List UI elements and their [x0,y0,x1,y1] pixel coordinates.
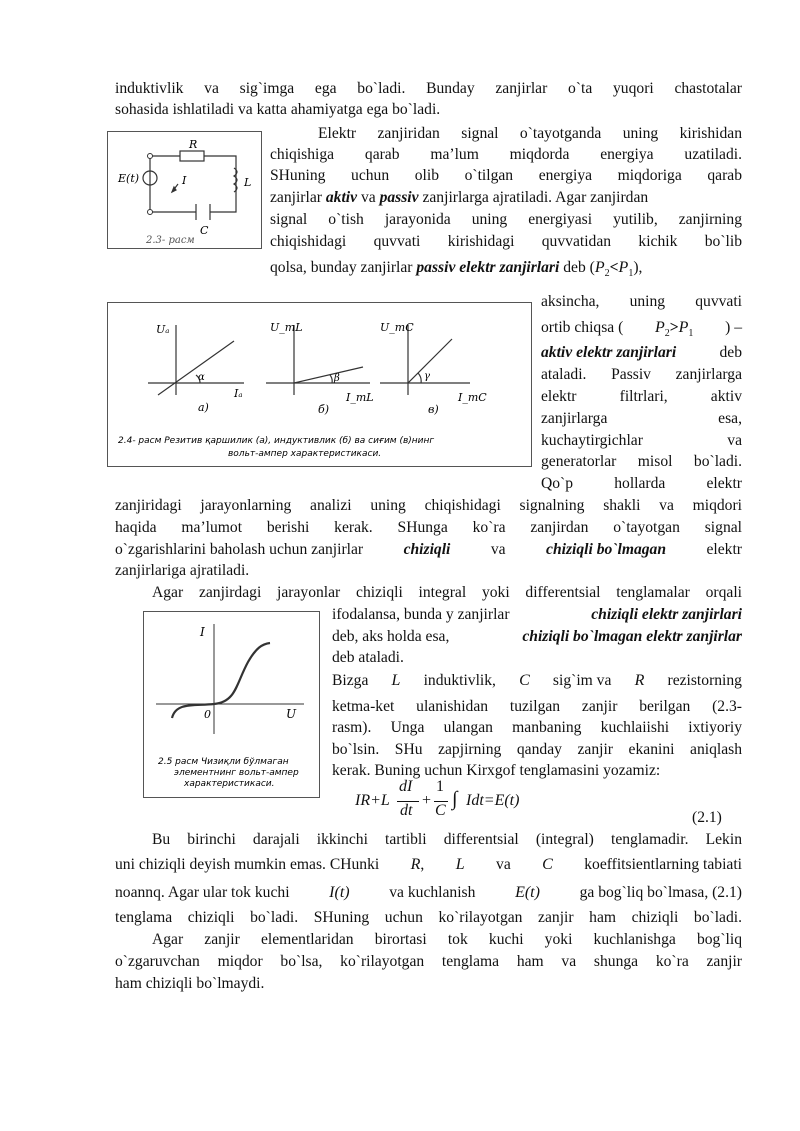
symbol-c: C [519,672,530,689]
symbol-gt: > [669,319,679,336]
symbol-p: P [594,259,605,276]
panel-tag: б) [318,403,330,416]
eq-plus: + [422,792,432,809]
figure-caption: вольт-ампер характеристикаси. [228,449,382,459]
text-line: ketma-ket ulanishidan tuzilgan zanjir berilgan (2.3- [332,698,742,715]
term-linear: chiziqli [403,541,451,558]
eq-term: Idt=E(t) [466,792,520,809]
text-span: sig`im va [552,672,612,689]
text-line [115,855,742,874]
symbol-r: R [410,856,421,873]
text-span: qolsa, bunday zanjirlar [270,259,413,276]
figure-2-4-vi-characteristics [107,302,532,467]
text-span: Bizga [332,672,369,689]
term-nonlinear: chiziqli bo`lmagan [546,541,667,558]
figure-caption: характеристикаси. [184,779,275,789]
vi-chart [108,303,531,466]
eq-term: IR+L [355,792,390,809]
text-span: deb [719,344,742,361]
text-line: haqida ma’lumot berishi kerak. SHunga ko`ra zanjirdan o`tayotgan signal [115,519,742,536]
text-span: rezistorning [667,672,742,689]
text-line [332,605,742,624]
text-line: induktivlik va sig`imga ega bo`ladi. Bunday zanjirlar o`ta yuqori chastotalar [115,80,742,97]
figure-caption: 2.3- расм [146,235,195,246]
x-axis-label: U [286,707,297,721]
symbol-p: P [678,319,689,336]
subscript: 1 [688,328,694,340]
symbol-current: I(t) [329,884,350,901]
text-line: Qo`p hollarda elektr [541,475,742,492]
text-line: elektr filtrlari, aktiv [541,388,742,405]
panel-tag: а) [198,401,209,414]
x-axis-label: I_mL [346,391,374,404]
text-span: va [490,541,506,558]
text-line [332,627,742,646]
text-span: ortib chiqsa ( [541,319,624,336]
term-active-circuits: aktiv elektr zanjirlari [541,344,677,361]
text-line: chiqishidagi quvvati kirishidagi quvvatidan kichik bo`lib [270,233,742,250]
text-line [115,883,742,902]
text-line [270,188,648,207]
label-e: E(t) [118,172,140,185]
eq-numerator: 1 [436,778,444,795]
symbol-r: R [634,672,645,689]
text-line: zanjirlarga esa, [541,410,742,427]
term-nonlinear-circuits: chiziqli bo`lmagan elektr zanjirlar [522,628,742,645]
symbol-p: P [618,259,629,276]
text-line: ham chiziqli bo`lmaydi. [115,975,265,992]
text-span: o`zgarishlarini baholash uchun zanjirlar [115,541,364,558]
term-linear-circuits: chiziqli elektr zanjirlari [591,606,742,623]
symbol-l: L [455,856,465,873]
y-axis-label: I [200,625,205,639]
text-line: kerak. Buning uchun Kirxgof tenglamasini yozamiz: [332,762,661,779]
text-line: tenglama chiziqli bo`ladi. SHuning uchun ko`rilayotgan zanjir ham chiziqli bo`ladi. [115,909,742,926]
text-span: ) – [725,319,742,336]
nonlinear-vi-chart [144,612,319,797]
text-line: generatorlar misol bo`ladi. [541,453,742,470]
text-line: kuchaytirgichlar va [541,432,742,449]
eq-denominator: dt [400,802,413,819]
text-span: , [420,856,425,873]
text-line: aksincha, uning quvvati [541,293,742,310]
figure-2-5-nonlinear-vi [143,611,320,798]
y-axis-label: U_mC [380,321,414,334]
figure-2-3-circuit [107,131,262,249]
term-aktiv: aktiv [325,189,358,206]
text-line [270,258,642,283]
symbol-lt: < [609,259,619,276]
symbol-c: C [542,856,553,873]
text-line: SHuning uchun olib o`tilgan energiya miqdoriga qarab [270,167,742,184]
text-line: rasm). Unga ulangan manbaning kuchlaiishi ixtiyoriy [332,719,742,736]
subscript: 2 [604,268,610,280]
text-line: Agar zanjir elementlaridan birortasi tok kuchi yoki kuchlanishga bog`liq [152,931,742,948]
text-span: uni chiziqli deyish mumkin emas. CHunki [115,856,380,873]
angle-label: β [334,373,340,384]
text-line: Elektr zanjiridan signal o`tayotganda uning kirishidan [318,125,742,142]
integral-sign: ∫ [452,788,458,810]
text-span: va [360,189,376,206]
term-passiv: passiv [379,189,419,206]
text-line: ataladi. Passiv zanjirlarga [541,366,742,383]
label-c: C [200,224,209,237]
text-span: ga bog`liq bo`lmasa, (2.1) [579,884,742,901]
figure-caption: 2.5 расм Чизиқли бўлмаган [158,757,289,767]
text-line: Bu birinchi darajali ikkinchi tartibli differentsial (integral) tenglamadir. Lekin [152,831,742,848]
text-span: elektr [706,541,742,558]
angle-label: γ [424,371,430,382]
text-line: Agar zanjirdagi jarayonlar chiziqli integral yoki differentsial tenglamalar orqali [152,584,742,601]
subscript: 2 [664,328,670,340]
figure-caption: 2.4- расм Резитив қаршилик (а), индуктивлик (б) ва сиғим (в)нинг [118,436,435,446]
symbol-l: L [391,672,401,689]
y-axis-label: Uₐ [156,323,170,336]
text-span: zanjirlarga ajratiladi. Agar zanjirdan [422,189,649,206]
text-line: chiqishiga qarab ma’lum miqdorda energiya uzatiladi. [270,146,742,163]
text-span: ifodalansa, bunda y zanjirlar [332,606,510,623]
symbol-voltage: E(t) [515,884,540,901]
circuit-diagram [108,132,261,248]
text-span: induktivlik, [423,672,496,689]
subscript: 1 [628,268,634,280]
text-span: zanjirlar [270,189,322,206]
x-axis-label: I_mC [458,391,487,404]
equation-number: (2.1) [692,809,722,826]
term-passive-circuits: passiv elektr zanjirlari [416,259,560,276]
panel-tag: в) [428,403,439,416]
equation-2-1 [355,780,575,824]
x-axis-label: Iₐ [234,387,243,400]
text-span: va [496,856,511,873]
text-line: bo`lsin. SHu zapjirning qanday zanjir ekanini aniqlash [332,741,742,758]
text-line: zanjiridagi jarayonlarning analizi uning chiqishidagi signalning shakli va miqdori [115,497,742,514]
text-span: va kuchlanish [389,884,476,901]
text-span: ), [633,259,643,276]
text-line: sohasida ishlatiladi va katta ahamiyatga ega bo`ladi. [115,101,441,118]
text-line [115,540,742,559]
text-line: o`zgaruvchan miqdor bo`lsa, ko`rilayotgan tenglama ham va shunga ko`ra zanjir [115,953,742,970]
text-span: deb ( [563,259,595,276]
text-line: zanjirlariga ajratiladi. [115,562,250,579]
eq-numerator: dI [399,778,413,795]
eq-denominator: C [435,802,446,819]
text-line [541,343,742,362]
text-line: deb ataladi. [332,649,404,666]
text-span: koeffitsientlarning tabiati [584,856,742,873]
text-line [541,318,742,343]
text-span: noannq. Agar ular tok kuchi [115,884,290,901]
origin-label: 0 [204,708,211,721]
y-axis-label: U_mL [270,321,303,334]
text-line: signal o`tish jarayonida uning energiyasi yutilib, zanjirning [270,211,742,228]
label-r: R [189,138,198,151]
text-span: deb, aks holda esa, [332,628,450,645]
text-line [332,671,742,690]
angle-label: α [198,372,205,383]
label-l: L [244,176,252,189]
figure-caption: элементнинг вольт-ампер [174,768,299,778]
symbol-p: P [654,319,665,336]
label-i: I [182,174,187,187]
